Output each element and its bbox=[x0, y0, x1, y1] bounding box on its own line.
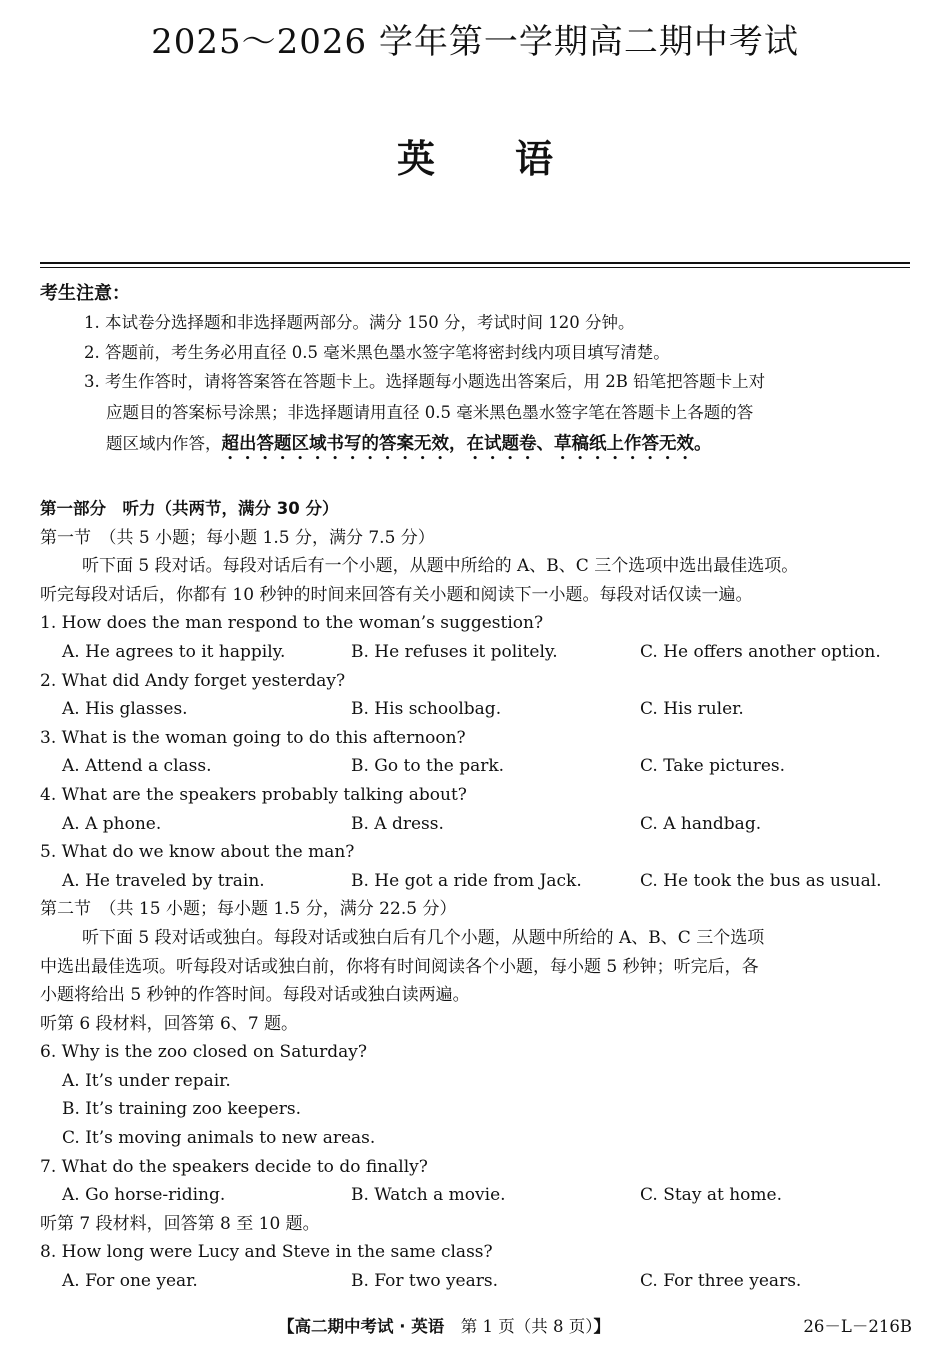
section2-instructions-line-3: 小题将给出 5 秒钟的作答时间。每段对话或独白读两遍。 bbox=[40, 985, 470, 1006]
footer-page-info: 第 1 页（共 8 页） bbox=[460, 1317, 594, 1336]
option-a: A. For one year. bbox=[62, 1271, 198, 1292]
notice-emphasis: 超出答题区域书写的答案无效，在试题卷、草稿纸上作答无效。 bbox=[221, 434, 712, 454]
notice-item-3 bbox=[84, 366, 914, 464]
notice-item-3-line-2: 应题目的答案标号涂黑；非选择题请用直径 0.5 毫米黑色墨水签字笔在答题卡上各题的答 bbox=[106, 403, 754, 422]
option-a: A. He agrees to it happily. bbox=[62, 641, 286, 662]
option-c: C. He offers another option. bbox=[640, 641, 881, 662]
option-b: B. Watch a movie. bbox=[351, 1185, 506, 1206]
exam-title: 2025～2026 学年第一学期高二期中考试 bbox=[151, 22, 799, 62]
footer-exam-label bbox=[278, 1313, 610, 1337]
option-a: A. He traveled by train. bbox=[62, 870, 265, 891]
question-1-options bbox=[40, 638, 915, 667]
section1-heading: 第一节 （共 5 小题；每小题 1.5 分，满分 7.5 分） bbox=[40, 527, 435, 548]
material-7-note: 听第 7 段材料，回答第 8 至 10 题。 bbox=[40, 1213, 320, 1234]
footer-left-bracket: 【 bbox=[278, 1317, 295, 1336]
option-b: B. For two years. bbox=[351, 1271, 499, 1292]
question-7: 7. What do the speakers decide to do finally? bbox=[40, 1156, 428, 1177]
question-3-options bbox=[40, 752, 915, 781]
option-b: B. His schoolbag. bbox=[351, 699, 502, 720]
section1-instructions-line-2: 听完每段对话后，你都有 10 秒钟的时间来回答有关小题和阅读下一小题。每段对话仅读一遍。 bbox=[40, 584, 753, 605]
option-a: A. Go horse-riding. bbox=[62, 1185, 226, 1206]
question-1: 1. How does the man respond to the woman’s suggestion? bbox=[40, 613, 544, 634]
option-b: B. He refuses it politely. bbox=[351, 641, 558, 662]
question-6-option-a: A. It’s under repair. bbox=[62, 1070, 231, 1091]
option-a: A. His glasses. bbox=[62, 699, 188, 720]
option-c: C. His ruler. bbox=[640, 699, 744, 720]
question-6-option-b: B. It’s training zoo keepers. bbox=[62, 1099, 301, 1120]
notice-item-3-line-3 bbox=[84, 428, 914, 464]
subject-title: 英语 bbox=[396, 137, 633, 181]
question-6: 6. Why is the zoo closed on Saturday? bbox=[40, 1042, 367, 1063]
notice-item-1: 1. 本试卷分选择题和非选择题两部分。满分 150 分，考试时间 120 分钟。 bbox=[84, 313, 635, 332]
notice-item-2: 2. 答题前，考生务必用直径 0.5 毫米黑色墨水签字笔将密封线内项目填写清楚。 bbox=[84, 343, 670, 362]
section2-instructions-line-2: 中选出最佳选项。听每段对话或独白前，你将有时间阅读各个小题，每小题 5 秒钟；听完后，各 bbox=[40, 956, 759, 977]
footer-right-bracket: 】 bbox=[593, 1317, 610, 1336]
footer-exam-name: 高二期中考试 · 英语 bbox=[294, 1317, 445, 1336]
question-5: 5. What do we know about the man? bbox=[40, 842, 355, 863]
question-3: 3. What is the woman going to do this afternoon? bbox=[40, 727, 466, 748]
material-6-note: 听第 6 段材料，回答第 6、7 题。 bbox=[40, 1013, 299, 1034]
option-a: A. Attend a class. bbox=[62, 756, 212, 777]
exam-body bbox=[40, 495, 915, 1296]
section2-heading: 第二节 （共 15 小题；每小题 1.5 分，满分 22.5 分） bbox=[40, 899, 457, 920]
question-2: 2. What did Andy forget yesterday? bbox=[40, 670, 346, 691]
notice-item-3-line-1: 3. 考生作答时，请将答案答在答题卡上。选择题每小题选出答案后，用 2B 铅笔把答题卡上对 bbox=[84, 372, 766, 391]
header-rule-thin bbox=[40, 267, 910, 268]
option-c: C. He took the bus as usual. bbox=[640, 870, 882, 891]
option-c: C. A handbag. bbox=[640, 813, 762, 834]
option-a: A. A phone. bbox=[62, 813, 162, 834]
notice-title: 考生注意： bbox=[40, 283, 130, 304]
header-rule-thick bbox=[40, 262, 910, 264]
question-4-options bbox=[40, 810, 915, 839]
question-6-option-c: C. It’s moving animals to new areas. bbox=[62, 1128, 376, 1149]
question-8: 8. How long were Lucy and Steve in the same class? bbox=[40, 1242, 493, 1263]
option-b: B. A dress. bbox=[351, 813, 444, 834]
option-b: B. He got a ride from Jack. bbox=[351, 870, 582, 891]
option-c: C. Take pictures. bbox=[640, 756, 786, 777]
section2-instructions-line-1: 听下面 5 段对话或独白。每段对话或独白后有几个小题，从题中所给的 A、B、C 三个选项 bbox=[82, 927, 765, 948]
notice-item-3-prefix: 题区域内作答， bbox=[106, 434, 222, 453]
question-5-options bbox=[40, 867, 915, 896]
option-b: B. Go to the park. bbox=[351, 756, 505, 777]
part1-heading: 第一部分 听力（共两节，满分 30 分） bbox=[40, 499, 339, 518]
page-footer bbox=[0, 1313, 950, 1343]
footer-code: 26－L－216B bbox=[803, 1317, 912, 1336]
option-c: C. Stay at home. bbox=[640, 1185, 782, 1206]
question-8-options bbox=[40, 1267, 915, 1296]
option-c: C. For three years. bbox=[640, 1271, 802, 1292]
question-4: 4. What are the speakers probably talking about? bbox=[40, 784, 467, 805]
section1-instructions-line-1: 听下面 5 段对话。每段对话后有一个小题，从题中所给的 A、B、C 三个选项中选出最佳选项。 bbox=[82, 556, 799, 577]
question-2-options bbox=[40, 695, 915, 724]
question-7-options bbox=[40, 1181, 915, 1210]
